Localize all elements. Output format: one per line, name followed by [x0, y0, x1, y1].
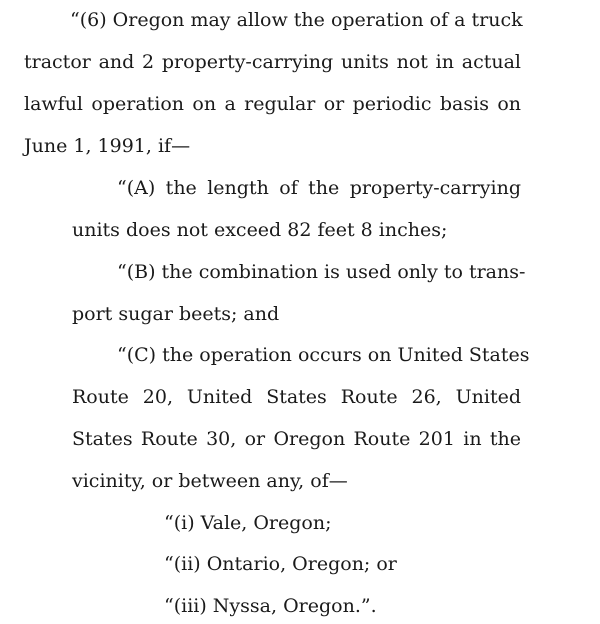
text-line-5: “(A) the length of the property-carrying [117, 177, 521, 199]
text-line-15: “(iii) Nyssa, Oregon.”. [164, 595, 377, 617]
text-line-4: June 1, 1991, if— [24, 135, 191, 157]
text-line-9: “(C) the operation occurs on United States [117, 344, 530, 366]
text-line-6: units does not exceed 82 feet 8 inches; [72, 219, 448, 241]
text-line-14: “(ii) Ontario, Oregon; or [164, 553, 397, 575]
text-line-1: “(6) Oregon may allow the operation of a truck [70, 9, 523, 31]
text-line-12: vicinity, or between any, of— [72, 470, 348, 492]
text-line-8: port sugar beets; and [72, 303, 280, 325]
text-line-3: lawful operation on a regular or periodic basis on [24, 93, 521, 115]
text-line-2: tractor and 2 property-carrying units not in actual [24, 51, 521, 73]
text-line-13: “(i) Vale, Oregon; [164, 512, 332, 534]
text-line-11: States Route 30, or Oregon Route 201 in the [72, 428, 521, 450]
text-line-10: Route 20, United States Route 26, United [72, 386, 521, 408]
text-line-7: “(B) the combination is used only to trans- [117, 261, 526, 283]
